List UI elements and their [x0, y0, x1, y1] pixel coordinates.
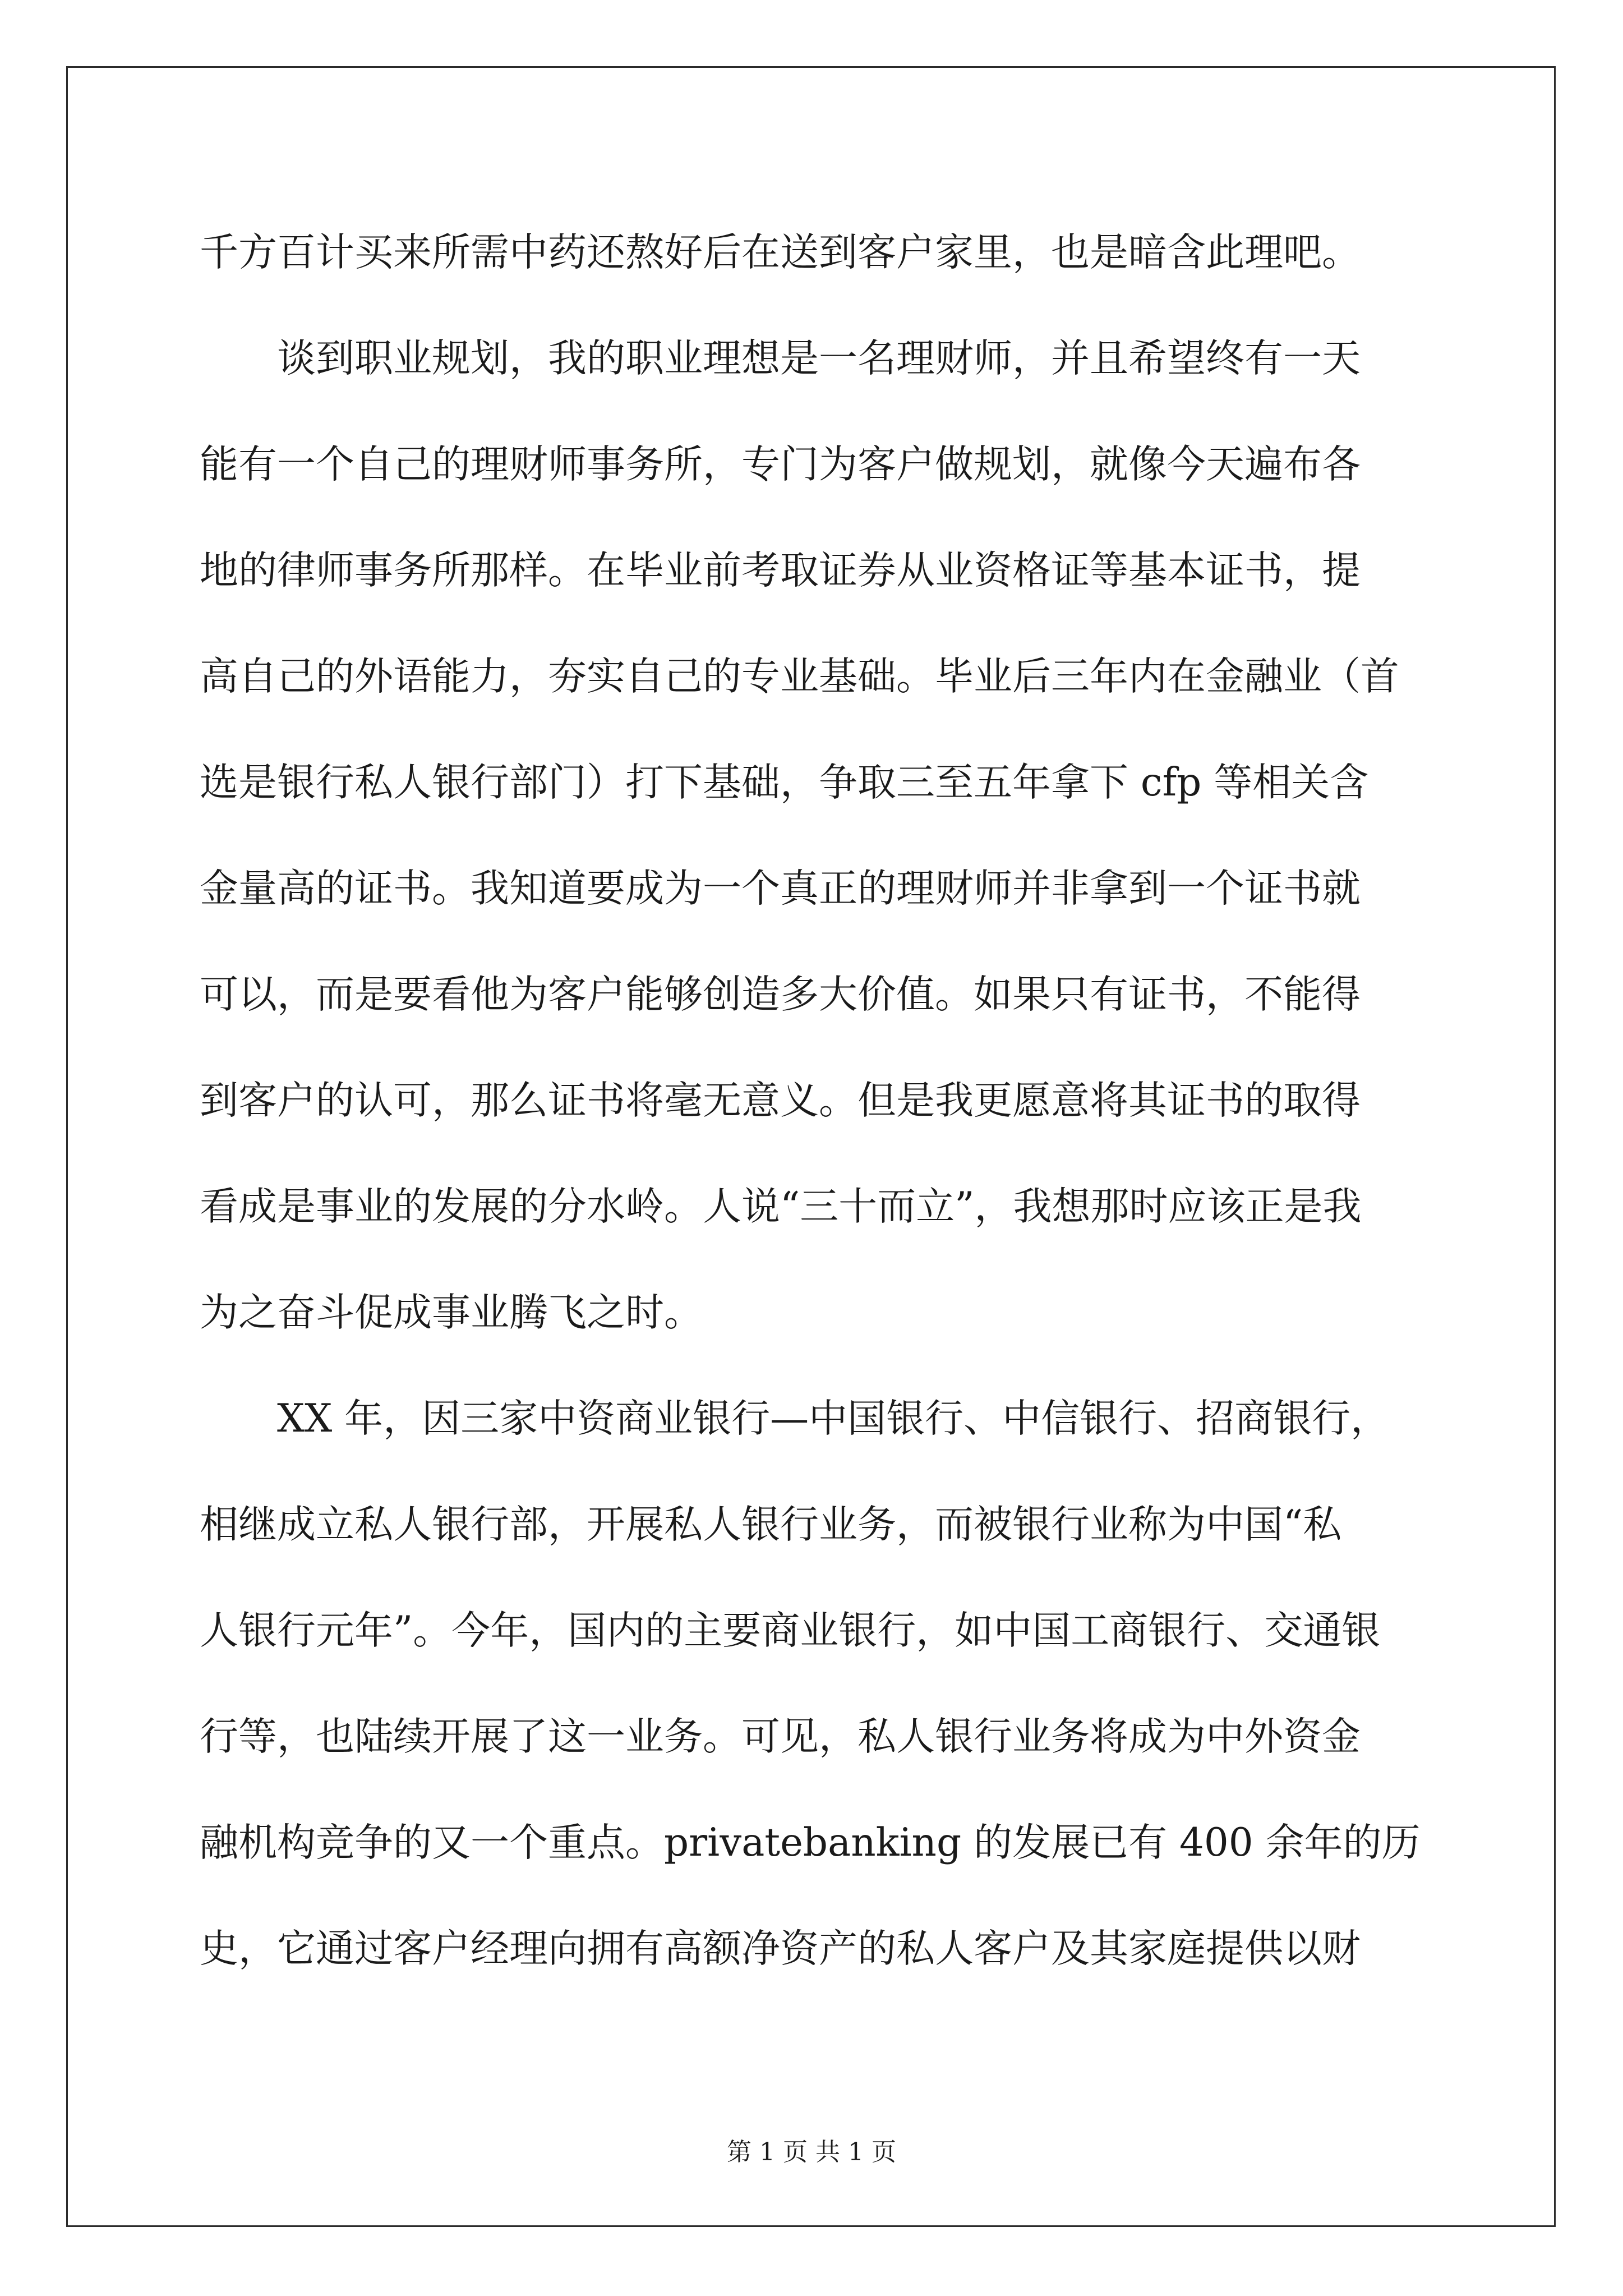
text-line: 谈到职业规划，我的职业理想是一名理财师，并且希望终有一天 [277, 336, 1361, 381]
text-line: 融机构竞争的又一个重点。privatebanking 的发展已有 400 余年的历 [200, 1820, 1421, 1865]
document-body [200, 200, 1433, 2002]
paragraph-1 [200, 200, 1433, 306]
text-line: 千方百计买来所需中药还熬好后在送到客户家里，也是暗含此理吧。 [200, 230, 1361, 275]
text-line: 人银行元年”。今年，国内的主要商业银行，如中国工商银行、交通银 [200, 1608, 1381, 1653]
text-line: 金量高的证书。我知道要成为一个真正的理财师并非拿到一个证书就 [200, 866, 1361, 911]
paragraph-2 [200, 306, 1433, 1366]
text-line: 相继成立私人银行部，开展私人银行业务，而被银行业称为中国“私 [200, 1502, 1342, 1547]
text-line: 地的律师事务所那样。在毕业前考取证券从业资格证等基本证书，提 [200, 548, 1361, 593]
text-line: 高自己的外语能力，夯实自己的专业基础。毕业后三年内在金融业（首 [200, 654, 1399, 699]
text-line: 为之奋斗促成事业腾飞之时。 [200, 1290, 703, 1335]
text-line: 能有一个自己的理财师事务所，专门为客户做规划，就像今天遍布各 [200, 442, 1361, 487]
page-footer: 第 1 页 共 1 页 [727, 2138, 896, 2166]
text-line: 可以，而是要看他为客户能够创造多大价值。如果只有证书，不能得 [200, 972, 1361, 1017]
text-line: XX 年，因三家中资商业银行—中国银行、中信银行、招商银行， [277, 1396, 1390, 1441]
text-line: 到客户的认可，那么证书将毫无意义。但是我更愿意将其证书的取得 [200, 1078, 1361, 1123]
text-line: 看成是事业的发展的分水岭。人说“三十而立”，我想那时应该正是我 [200, 1184, 1362, 1229]
text-line: 行等，也陆续开展了这一业务。可见，私人银行业务将成为中外资金 [200, 1714, 1361, 1759]
text-line: 史，它通过客户经理向拥有高额净资产的私人客户及其家庭提供以财 [200, 1926, 1361, 1971]
paragraph-3 [200, 1366, 1433, 2002]
text-line: 选是银行私人银行部门）打下基础，争取三至五年拿下 cfp 等相关含 [200, 760, 1369, 805]
